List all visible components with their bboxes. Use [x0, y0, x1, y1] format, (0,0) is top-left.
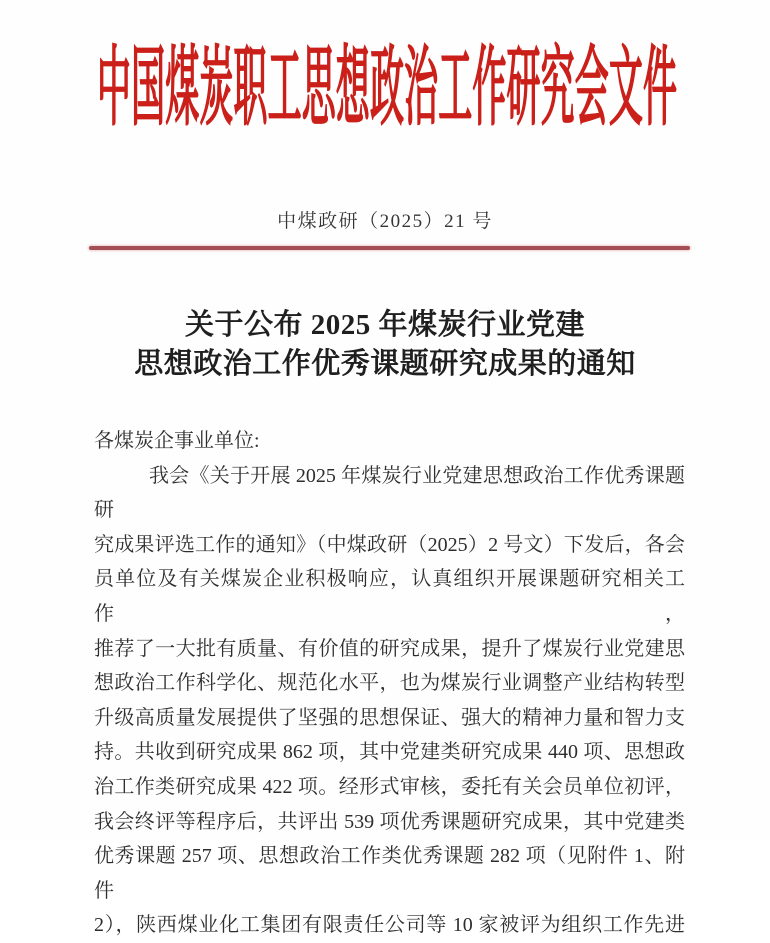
body-line: 我会终评等程序后，共评出 539 项优秀课题研究成果，其中党建类 — [94, 810, 685, 833]
body-line: 我会《关于开展 2025 年煤炭行业党建思想政治工作优秀课题研 — [94, 464, 685, 522]
letterhead-org-title: 中国煤炭职工思想政治工作研究会文件 — [97, 42, 677, 138]
body-line: 持。共收到研究成果 862 项，其中党建类研究成果 440 项、思想政 — [94, 741, 685, 764]
body-line: 想政治工作科学化、规范化水平，也为煤炭行业调整产业结构转型 — [94, 672, 685, 695]
letterhead — [97, 42, 677, 140]
body-line: 推荐了一大批有质量、有价值的研究成果，提升了煤炭行业党建思 — [94, 637, 685, 660]
body-paragraph — [94, 459, 685, 943]
body-line: 优秀课题 257 项、思想政治工作类优秀课题 282 项（见附件 1、附件 — [94, 845, 685, 902]
body-line: 升级高质量发展提供了坚强的思想保证、强大的精神力量和智力支 — [94, 706, 685, 729]
salutation: 各煤炭企事业单位: — [94, 430, 260, 452]
letterhead-divider — [89, 246, 690, 250]
body-line: 治工作类研究成果 422 项。经形式审核，委托有关会员单位初评， — [94, 775, 685, 798]
body-line: 员单位及有关煤炭企业积极响应，认真组织开展课题研究相关工作， — [94, 568, 685, 625]
notice-title-line2: 思想政治工作优秀课题研究成果的通知 — [134, 347, 636, 380]
body-line: 2），陕西煤业化工集团有限责任公司等 10 家被评为组织工作先进 — [94, 914, 685, 937]
notice-title — [0, 306, 770, 383]
notice-title-line1: 关于公布 2025 年煤炭行业党建 — [184, 309, 585, 341]
document-body — [94, 424, 685, 943]
body-line: 究成果评选工作的通知》（中煤政研（2025）2 号文）下发后，各会 — [94, 533, 685, 556]
document-number: 中煤政研（2025）21 号 — [277, 211, 493, 232]
